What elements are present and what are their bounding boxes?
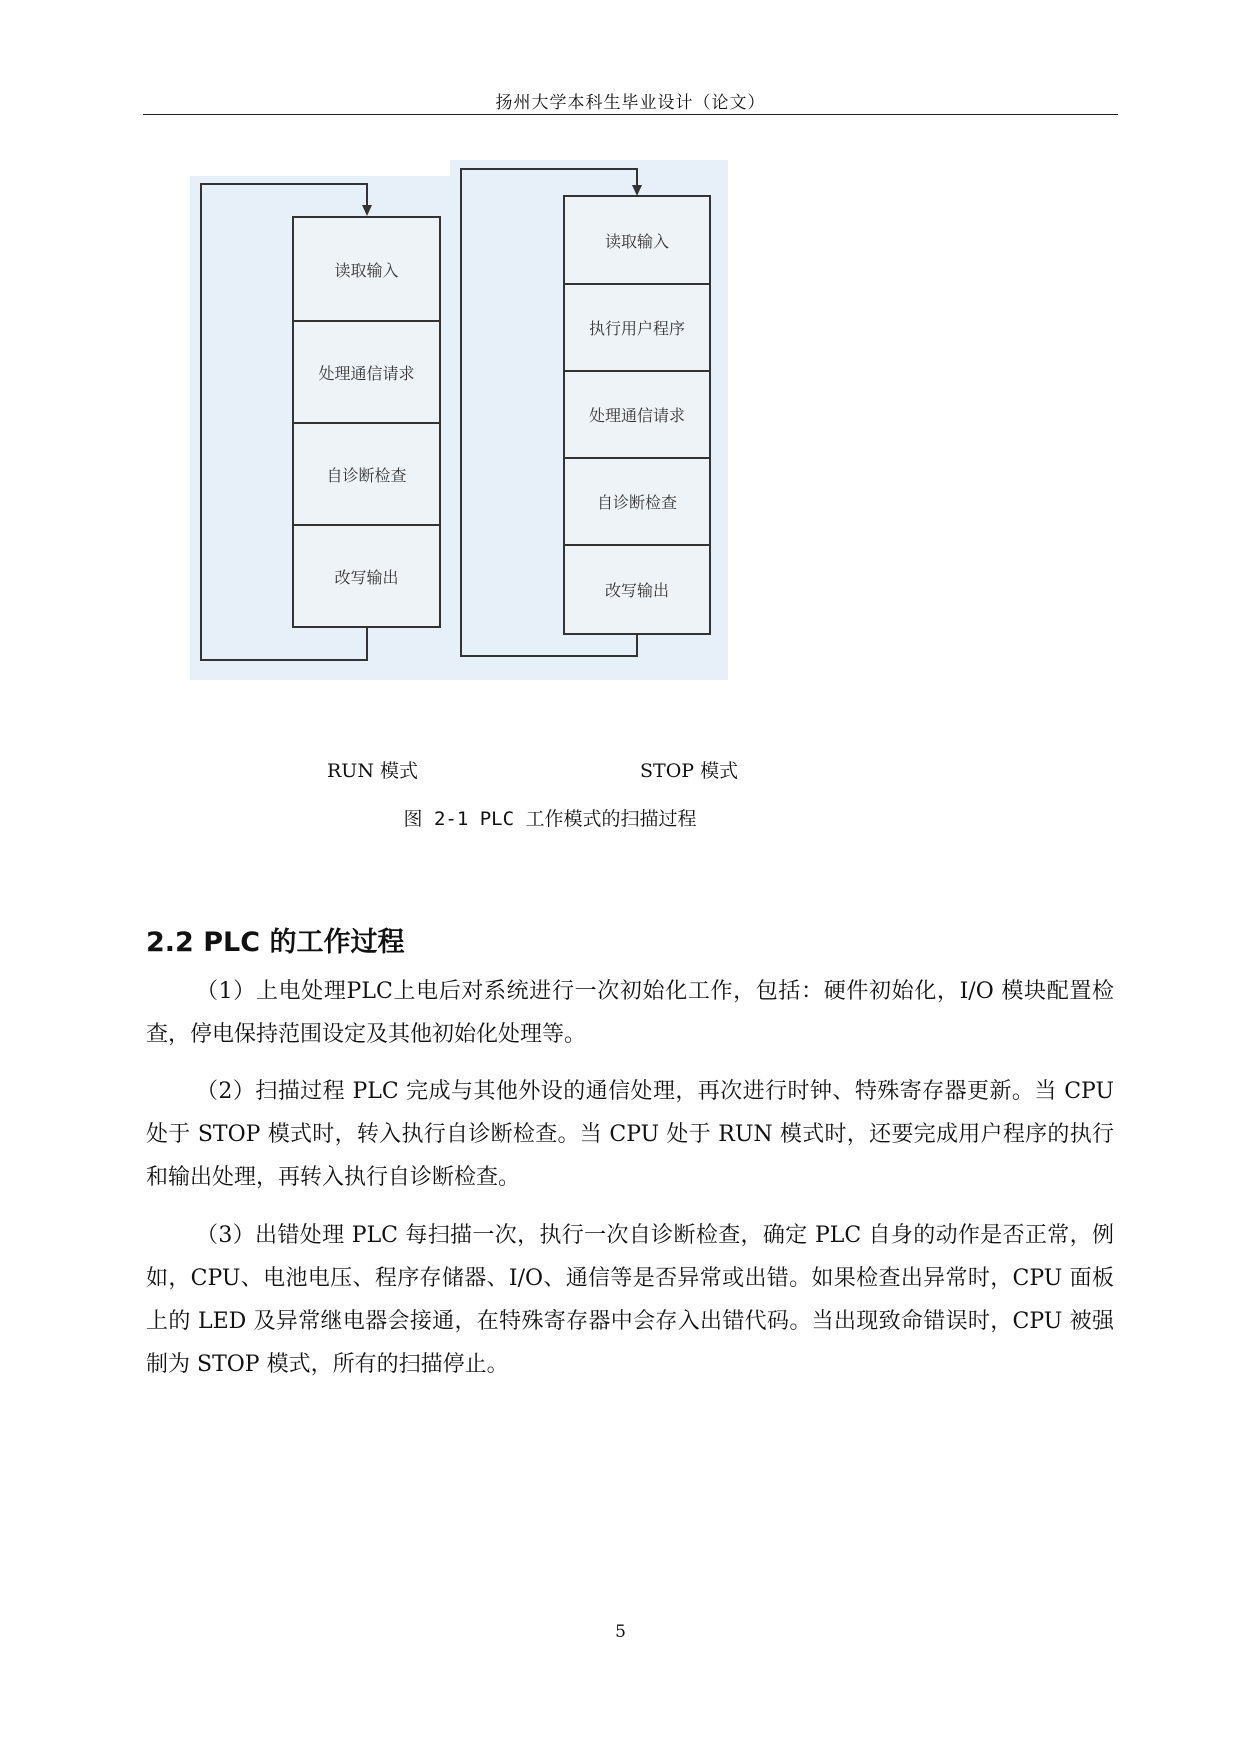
- paragraph-power-on: （1）上电处理PLC上电后对系统进行一次初始化工作，包括：硬件初始化，I/O 模块配置检查，停电保持范围设定及其他初始化处理等。: [146, 979, 1114, 1047]
- section-heading: 2.2 PLC 的工作过程: [146, 927, 405, 958]
- stop-step-write-output: 改写输出: [563, 544, 711, 635]
- run-step-self-diagnosis: 自诊断检查: [292, 422, 441, 526]
- stop-step-communication: 处理通信请求: [563, 370, 711, 459]
- stop-mode-label: STOP 模式: [640, 760, 739, 782]
- run-loop-line-bottom: [200, 659, 367, 661]
- stop-step-self-diagnosis: 自诊断检查: [563, 457, 711, 546]
- run-mode-label: RUN 模式: [327, 760, 418, 782]
- run-entry-arrow-icon: [362, 205, 372, 216]
- stop-exit-line: [636, 633, 638, 657]
- run-step-communication: 处理通信请求: [292, 320, 441, 424]
- header-rule: [143, 114, 1118, 115]
- run-loop-line-top: [200, 183, 367, 185]
- stop-loop-line-bottom: [460, 655, 637, 657]
- page-number: 5: [615, 1622, 626, 1642]
- stop-loop-line-top: [460, 168, 637, 170]
- run-exit-line: [366, 627, 368, 661]
- paragraph-scan-process: （2）扫描过程 PLC 完成与其他外设的通信处理，再次进行时钟、特殊寄存器更新。当 CPU 处于 STOP 模式时，转入执行自诊断检查。当 CPU 处于 RUN 模式时，还要完成用户程序的执行和输出处理，再转入执行自诊断检查。: [146, 1079, 1114, 1190]
- stop-loop-line-left: [460, 168, 462, 657]
- run-loop-line-left: [200, 183, 202, 661]
- paragraph-error-handling: （3）出错处理 PLC 每扫描一次，执行一次自诊断检查，确定 PLC 自身的动作是否正常，例如，CPU、电池电压、程序存储器、I/O、通信等是否异常或出错。如果检查出异常时，CPU 面板上的 LED 及异常继电器会接通，在特殊寄存器中会存入出错代码。当出现致命错误时，CPU 被强制为 STOP 模式，所有的扫描停止。: [146, 1223, 1114, 1377]
- run-step-read-input: 读取输入: [292, 216, 441, 322]
- stop-step-user-program: 执行用户程序: [563, 283, 711, 372]
- run-step-write-output: 改写输出: [292, 524, 441, 628]
- running-header: 扬州大学本科生毕业设计（论文）: [495, 93, 766, 113]
- figure-caption: 图 2-1 PLC 工作模式的扫描过程: [403, 808, 697, 830]
- stop-step-read-input: 读取输入: [563, 195, 711, 285]
